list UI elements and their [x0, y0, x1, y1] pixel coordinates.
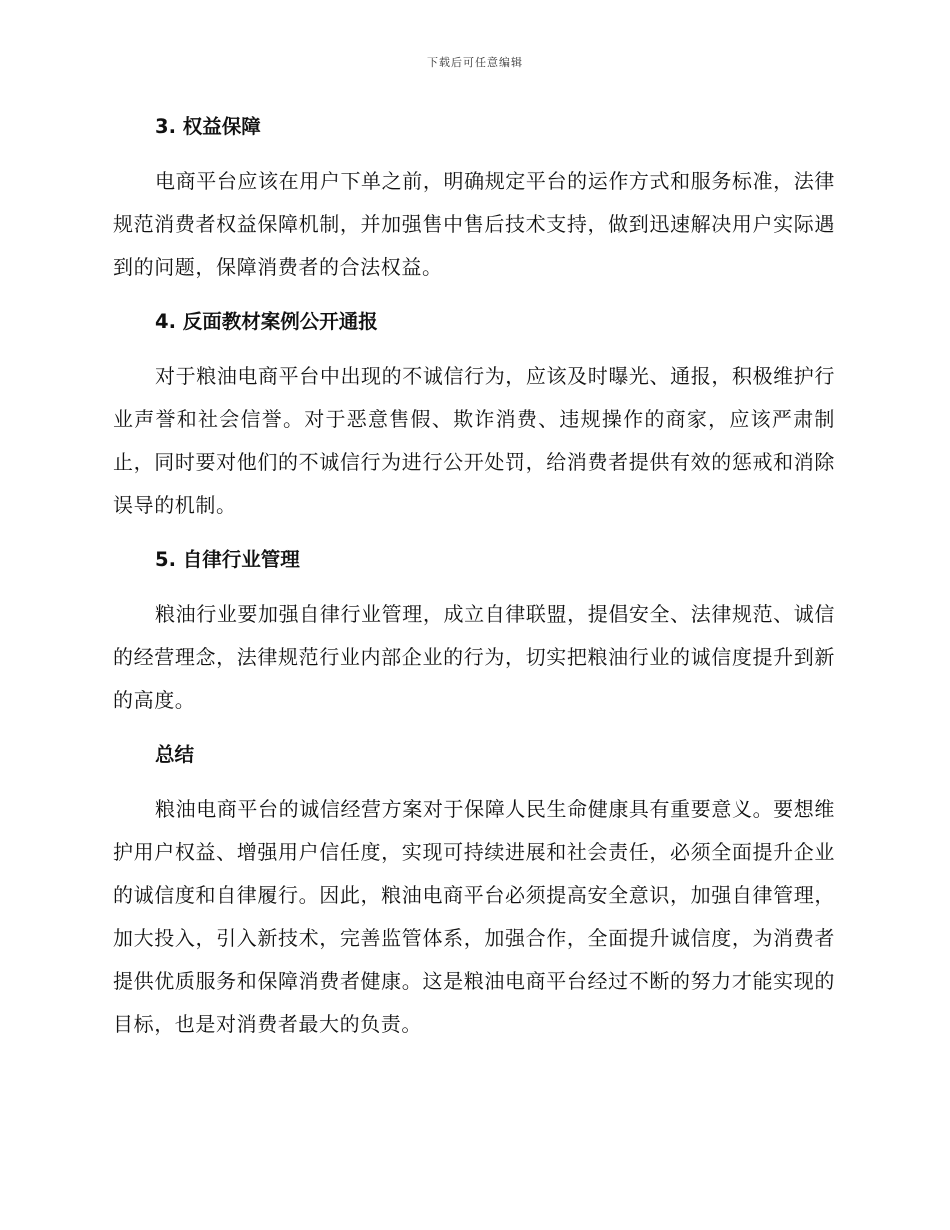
section-paragraph-summary: 粮油电商平台的诚信经营方案对于保障人民生命健康具有重要意义。要想维护用户权益、增强用户信任度，实现可持续进展和社会责任，必须全面提升企业的诚信度和自律履行。因此，粮油电商平台必须提高安全意识，加强自律管理，加大投入，引入新技术，完善监管体系，加强合作，全面提升诚信度，为消费者提供优质服务和保障消费者健康。这是粮油电商平台经过不断的努力才能实现的目标，也是对消费者最大的负责。 [113, 797, 835, 1036]
section-heading-summary: 总结 [155, 743, 195, 766]
section-paragraph-rights: 电商平台应该在用户下单之前，明确规定平台的运作方式和服务标准，法律规范消费者权益保障机制，并加强售中售后技术支持，做到迅速解决用户实际遇到的问题，保障消费者的合法权益。 [113, 169, 835, 279]
section-heading-self-discipline: 5. 自律行业管理 [155, 548, 300, 571]
document-body [113, 108, 835, 1060]
section-heading-case-report: 4. 反面教材案例公开通报 [155, 310, 378, 333]
page-header: 下载后可任意编辑 [427, 56, 523, 69]
section-heading-rights: 3. 权益保障 [155, 115, 261, 138]
section-paragraph-self-discipline: 粮油行业要加强自律行业管理，成立自律联盟，提倡安全、法律规范、诚信的经营理念，法律规范行业内部企业的行为，切实把粮油行业的诚信度提升到新的高度。 [113, 602, 835, 712]
section-paragraph-case-report: 对于粮油电商平台中出现的不诚信行为，应该及时曝光、通报，积极维护行业声誉和社会信誉。对于恶意售假、欺诈消费、违规操作的商家，应该严肃制止，同时要对他们的不诚信行为进行公开处罚，给消费者提供有效的惩戒和消除误导的机制。 [113, 364, 835, 517]
